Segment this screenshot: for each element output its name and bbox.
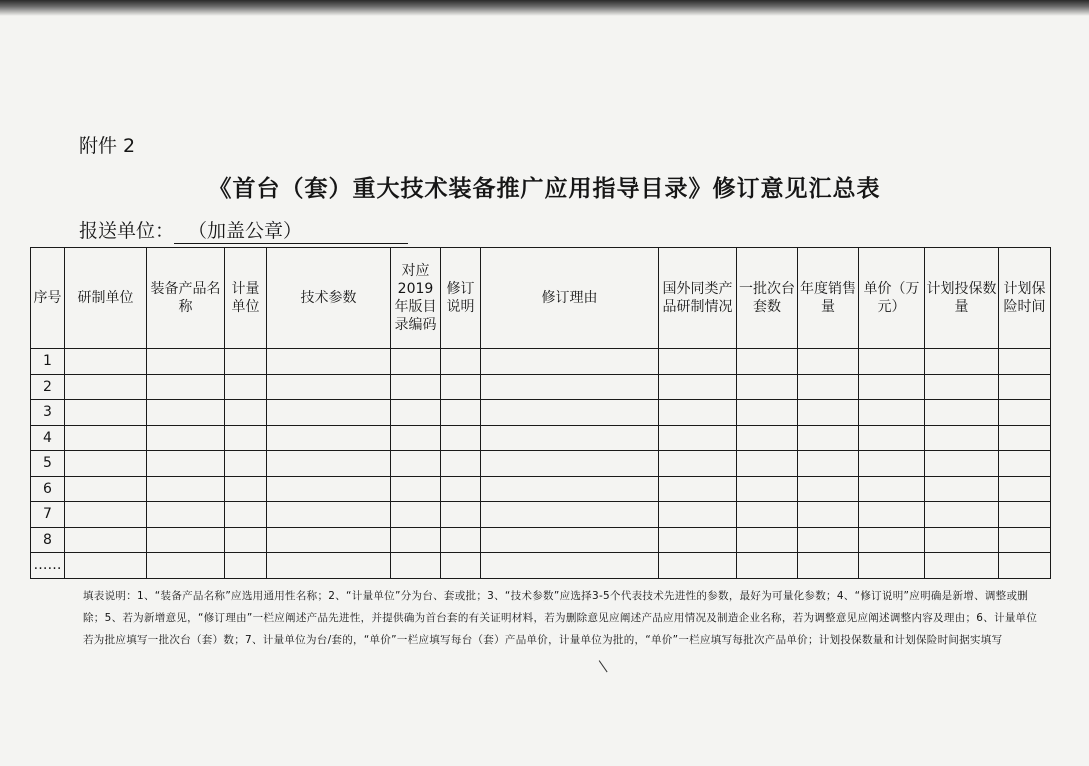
reporting-unit-label: 报送单位： bbox=[79, 220, 175, 242]
table-row bbox=[31, 400, 1051, 426]
col-header-developer: 研制单位 bbox=[65, 248, 147, 349]
table-cell[interactable] bbox=[65, 400, 147, 426]
table-cell[interactable] bbox=[659, 527, 737, 553]
table-cell[interactable] bbox=[147, 374, 225, 400]
table-cell[interactable] bbox=[659, 502, 737, 528]
table-header-row bbox=[31, 248, 1051, 349]
table-cell[interactable] bbox=[737, 553, 798, 579]
table-cell[interactable] bbox=[441, 400, 481, 426]
table-cell[interactable] bbox=[147, 425, 225, 451]
col-header-unit-price: 单价（万元） bbox=[859, 248, 925, 349]
table-cell[interactable] bbox=[441, 451, 481, 477]
table-cell[interactable] bbox=[925, 349, 999, 375]
table-cell[interactable] bbox=[481, 349, 659, 375]
table-cell[interactable] bbox=[267, 425, 391, 451]
table-cell[interactable] bbox=[481, 527, 659, 553]
col-header-annual-sales: 年度销售量 bbox=[798, 248, 859, 349]
table-cell[interactable] bbox=[65, 425, 147, 451]
table-cell[interactable] bbox=[999, 349, 1051, 375]
col-header-foreign-status: 国外同类产品研制情况 bbox=[659, 248, 737, 349]
table-cell[interactable] bbox=[737, 374, 798, 400]
table-cell[interactable] bbox=[225, 527, 267, 553]
row-serial: 6 bbox=[31, 476, 65, 502]
row-serial: 3 bbox=[31, 400, 65, 426]
table-cell[interactable] bbox=[441, 553, 481, 579]
table-cell[interactable] bbox=[481, 502, 659, 528]
table-cell[interactable] bbox=[737, 400, 798, 426]
table-cell[interactable] bbox=[147, 527, 225, 553]
table-cell[interactable] bbox=[391, 502, 441, 528]
table-cell[interactable] bbox=[391, 400, 441, 426]
table-row bbox=[31, 425, 1051, 451]
row-serial: 2 bbox=[31, 374, 65, 400]
table-row bbox=[31, 476, 1051, 502]
table-row bbox=[31, 502, 1051, 528]
table-cell[interactable] bbox=[391, 476, 441, 502]
table-cell[interactable] bbox=[481, 476, 659, 502]
fill-instructions: 填表说明：1、“装备产品名称”应选用通用性名称；2、“计量单位”分为台、套或批；3、“技术参数”应选择3-5个代表技术先进性的参数，最好为可量化参数；4、“修订说明”应明确是新增、调整或删除；5、若为新增意见，“修订理由”一栏应阐述产品先进性，并提供确为首台套的有关证明材料，若为删除意见应阐述产品应用情况及制造企业名称，若为调整意见应阐述调整内容及理由；6、计量单位若为批应填写一批次台（套）数；7、计量单位为台/套的，“单价”一栏应填写每台（套）产品单价，计量单位为批的，“单价”一栏应填写每批次产品单价；计划投保数量和计划保险时间据实填写 bbox=[83, 590, 1038, 646]
col-header-insurance-time: 计划保险时间 bbox=[999, 248, 1051, 349]
table-cell[interactable] bbox=[925, 502, 999, 528]
table-cell[interactable] bbox=[147, 553, 225, 579]
table-cell[interactable] bbox=[65, 502, 147, 528]
table-cell[interactable] bbox=[65, 553, 147, 579]
table-cell[interactable] bbox=[999, 451, 1051, 477]
table-row bbox=[31, 349, 1051, 375]
table-cell[interactable] bbox=[225, 349, 267, 375]
table-cell[interactable] bbox=[859, 451, 925, 477]
table-row bbox=[31, 451, 1051, 477]
row-serial: 1 bbox=[31, 349, 65, 375]
table-cell[interactable] bbox=[267, 374, 391, 400]
table-cell[interactable] bbox=[659, 400, 737, 426]
row-serial: 5 bbox=[31, 451, 65, 477]
table-cell[interactable] bbox=[859, 476, 925, 502]
table-cell[interactable] bbox=[481, 425, 659, 451]
table-cell[interactable] bbox=[391, 451, 441, 477]
table-cell[interactable] bbox=[659, 476, 737, 502]
row-serial: 7 bbox=[31, 502, 65, 528]
table-cell[interactable] bbox=[999, 425, 1051, 451]
table-cell[interactable] bbox=[798, 502, 859, 528]
table-cell[interactable] bbox=[65, 349, 147, 375]
table-cell[interactable] bbox=[65, 527, 147, 553]
table-cell[interactable] bbox=[225, 553, 267, 579]
table-cell[interactable] bbox=[798, 553, 859, 579]
table-cell[interactable] bbox=[737, 502, 798, 528]
table-cell[interactable] bbox=[999, 553, 1051, 579]
table-cell[interactable] bbox=[859, 553, 925, 579]
table-cell[interactable] bbox=[481, 451, 659, 477]
col-header-insured-qty: 计划投保数量 bbox=[925, 248, 999, 349]
reporting-unit bbox=[79, 216, 408, 244]
table-cell[interactable] bbox=[147, 400, 225, 426]
table-cell[interactable] bbox=[859, 502, 925, 528]
table-cell[interactable] bbox=[737, 451, 798, 477]
table-cell[interactable] bbox=[267, 553, 391, 579]
table-cell[interactable] bbox=[737, 349, 798, 375]
table-cell[interactable] bbox=[225, 374, 267, 400]
table-cell[interactable] bbox=[798, 451, 859, 477]
table-cell[interactable] bbox=[999, 476, 1051, 502]
table-cell[interactable] bbox=[737, 476, 798, 502]
table-cell[interactable] bbox=[65, 476, 147, 502]
table-cell[interactable] bbox=[481, 553, 659, 579]
col-header-serial: 序号 bbox=[31, 248, 65, 349]
table-cell[interactable] bbox=[859, 400, 925, 426]
table-row bbox=[31, 527, 1051, 553]
row-serial: 4 bbox=[31, 425, 65, 451]
table-cell[interactable] bbox=[267, 349, 391, 375]
table-cell[interactable] bbox=[267, 400, 391, 426]
table-cell[interactable] bbox=[859, 349, 925, 375]
table-cell[interactable] bbox=[441, 476, 481, 502]
table-cell[interactable] bbox=[441, 527, 481, 553]
table-cell[interactable] bbox=[65, 374, 147, 400]
table-cell[interactable] bbox=[225, 400, 267, 426]
col-header-unit: 计量单位 bbox=[225, 248, 267, 349]
table-cell[interactable] bbox=[391, 349, 441, 375]
table-cell[interactable] bbox=[999, 374, 1051, 400]
col-header-product-name: 装备产品名称 bbox=[147, 248, 225, 349]
table-cell[interactable] bbox=[441, 502, 481, 528]
summary-table bbox=[30, 247, 1051, 579]
table-cell[interactable] bbox=[481, 374, 659, 400]
col-header-revision-reason: 修订理由 bbox=[481, 248, 659, 349]
table-cell[interactable] bbox=[798, 425, 859, 451]
table-cell[interactable] bbox=[441, 349, 481, 375]
col-header-tech-params: 技术参数 bbox=[267, 248, 391, 349]
row-serial: …… bbox=[31, 553, 65, 579]
table-cell[interactable] bbox=[999, 502, 1051, 528]
table-cell[interactable] bbox=[441, 374, 481, 400]
table-cell[interactable] bbox=[441, 425, 481, 451]
col-header-catalog-code: 对应2019年版目录编码 bbox=[391, 248, 441, 349]
table-cell[interactable] bbox=[859, 527, 925, 553]
table-cell[interactable] bbox=[267, 527, 391, 553]
attachment-label: 附件 2 bbox=[79, 135, 136, 157]
table-cell[interactable] bbox=[267, 502, 391, 528]
table-cell[interactable] bbox=[999, 400, 1051, 426]
table-cell[interactable] bbox=[798, 400, 859, 426]
table-cell[interactable] bbox=[925, 451, 999, 477]
table-cell[interactable] bbox=[267, 476, 391, 502]
table-cell[interactable] bbox=[659, 425, 737, 451]
reporting-unit-value[interactable]: （加盖公章） bbox=[174, 216, 408, 244]
table-cell[interactable] bbox=[659, 451, 737, 477]
scan-top-edge bbox=[0, 0, 1089, 16]
table-cell[interactable] bbox=[798, 527, 859, 553]
table-cell[interactable] bbox=[267, 451, 391, 477]
table-cell[interactable] bbox=[859, 425, 925, 451]
table-cell[interactable] bbox=[225, 502, 267, 528]
table-cell[interactable] bbox=[659, 349, 737, 375]
table-cell[interactable] bbox=[659, 553, 737, 579]
table-cell[interactable] bbox=[659, 374, 737, 400]
table-cell[interactable] bbox=[925, 527, 999, 553]
page-title: 《首台（套）重大技术装备推广应用指导目录》修订意见汇总表 bbox=[208, 175, 881, 202]
table-cell[interactable] bbox=[391, 374, 441, 400]
table-cell[interactable] bbox=[737, 425, 798, 451]
table-cell[interactable] bbox=[391, 553, 441, 579]
table-cell[interactable] bbox=[925, 476, 999, 502]
col-header-batch-count: 一批次台套数 bbox=[737, 248, 798, 349]
table-cell[interactable] bbox=[999, 527, 1051, 553]
table-cell[interactable] bbox=[147, 451, 225, 477]
table-cell[interactable] bbox=[798, 476, 859, 502]
pen-mark bbox=[598, 660, 607, 672]
table-cell[interactable] bbox=[225, 476, 267, 502]
table-row bbox=[31, 374, 1051, 400]
table-cell[interactable] bbox=[481, 400, 659, 426]
table-cell[interactable] bbox=[391, 527, 441, 553]
table-cell[interactable] bbox=[737, 527, 798, 553]
row-serial: 8 bbox=[31, 527, 65, 553]
table-cell[interactable] bbox=[798, 349, 859, 375]
table-cell[interactable] bbox=[859, 374, 925, 400]
table-cell[interactable] bbox=[925, 553, 999, 579]
table-cell[interactable] bbox=[147, 349, 225, 375]
table-cell[interactable] bbox=[225, 451, 267, 477]
table-cell[interactable] bbox=[925, 400, 999, 426]
table-cell[interactable] bbox=[65, 451, 147, 477]
table-cell[interactable] bbox=[391, 425, 441, 451]
table-cell[interactable] bbox=[925, 374, 999, 400]
table-cell[interactable] bbox=[798, 374, 859, 400]
table-cell[interactable] bbox=[925, 425, 999, 451]
table-cell[interactable] bbox=[225, 425, 267, 451]
col-header-revision-note: 修订说明 bbox=[441, 248, 481, 349]
table-row bbox=[31, 553, 1051, 579]
table-cell[interactable] bbox=[147, 502, 225, 528]
table-cell[interactable] bbox=[147, 476, 225, 502]
